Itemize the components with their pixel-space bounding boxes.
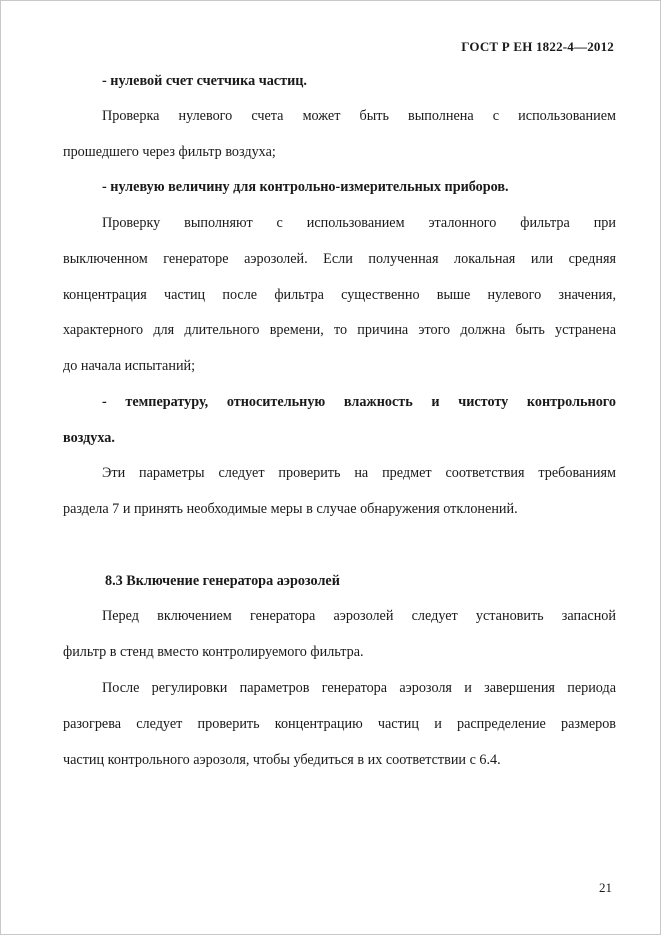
paragraph-line: После регулировки параметров генератора аэрозоля и завершения периода — [102, 680, 616, 696]
paragraph-line: концентрация частиц после фильтра существенно выше нулевого значения, — [63, 287, 616, 303]
paragraph-line: Перед включением генератора аэрозолей следует установить запасной — [102, 608, 616, 624]
paragraph-line: выключенном генераторе аэрозолей. Если полученная локальная или средняя — [63, 251, 616, 267]
list-item-zero-count-title: - нулевой счет счетчика частиц. — [102, 73, 307, 89]
paragraph-line: прошедшего через фильтр воздуха; — [63, 144, 276, 160]
paragraph-line: Проверку выполняют с использованием эталонного фильтра при — [102, 215, 616, 231]
page-number: 21 — [599, 880, 612, 895]
paragraph-line: Эти параметры следует проверить на предмет соответствия требованиям — [102, 465, 616, 481]
paragraph-line: до начала испытаний; — [63, 358, 196, 374]
paragraph-line: раздела 7 и принять необходимые меры в случае обнаружения отклонений. — [63, 501, 518, 517]
list-item-zero-value-title: - нулевую величину для контрольно-измерительных приборов. — [102, 179, 509, 195]
paragraph-line: частиц контрольного аэрозоля, чтобы убедиться в их соответствии с 6.4. — [63, 752, 501, 768]
paragraph-line: фильтр в стенд вместо контролируемого фильтра. — [63, 644, 364, 660]
list-item-temperature-title: - температуру, относительную влажность и чистоту контрольного — [102, 394, 616, 410]
section-heading: 8.3 Включение генератора аэрозолей — [105, 573, 340, 589]
paragraph-line: характерного для длительного времени, то причина этого должна быть устранена — [63, 322, 616, 338]
paragraph-line: разогрева следует проверить концентрацию частиц и распределение размеров — [63, 716, 616, 732]
list-item-temperature-title-cont: воздуха. — [63, 430, 115, 446]
paragraph-line: Проверка нулевого счета может быть выполнена с использованием — [102, 108, 616, 124]
document-header: ГОСТ Р ЕН 1822-4—2012 — [461, 39, 614, 54]
